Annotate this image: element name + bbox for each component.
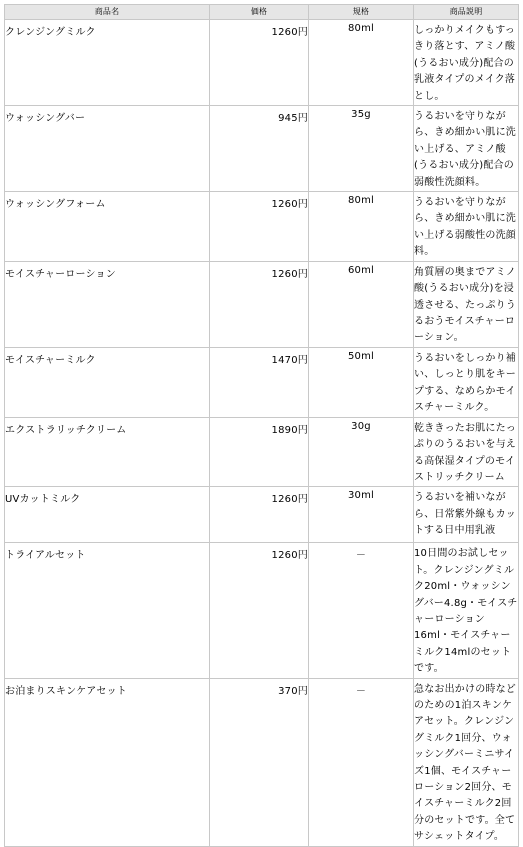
product-price: 1260円 [210, 261, 309, 347]
product-description: しっかりメイクもすっきり落とす、アミノ酸(うるおい成分)配合の乳液タイプのメイク落とし。 [414, 20, 519, 106]
product-price: 1260円 [210, 20, 309, 106]
product-name: UVカットミルク [5, 487, 210, 543]
product-description: うるおいを守りながら、きめ細かい肌に洗い上げる、アミノ酸(うるおい成分)配合の弱酸性洗顔料。 [414, 106, 519, 192]
product-price: 1260円 [210, 487, 309, 543]
header-description: 商品説明 [414, 5, 519, 20]
product-name: モイスチャーミルク [5, 347, 210, 417]
table-row [5, 261, 519, 347]
table-row [5, 678, 519, 846]
table-row [5, 417, 519, 487]
table-row [5, 20, 519, 106]
product-size: 30g [309, 417, 414, 487]
product-size: 80ml [309, 192, 414, 262]
product-size: 60ml [309, 261, 414, 347]
product-description: 乾ききったお肌にたっぷりのうるおいを与える高保湿タイプのモイストリッチクリーム [414, 417, 519, 487]
product-table [4, 4, 519, 847]
product-size: 50ml [309, 347, 414, 417]
table-row [5, 543, 519, 678]
header-name: 商品名 [5, 5, 210, 20]
table-row [5, 487, 519, 543]
product-size: 35g [309, 106, 414, 192]
product-description: うるおいをしっかり補い、しっとり肌をキープする、なめらかモイスチャーミルク。 [414, 347, 519, 417]
product-name: エクストラリッチクリーム [5, 417, 210, 487]
header-size: 規格 [309, 5, 414, 20]
product-description: うるおいを補いながら、日常紫外線もカットする日中用乳液 [414, 487, 519, 543]
product-name: モイスチャーローション [5, 261, 210, 347]
table-row [5, 192, 519, 262]
product-description: うるおいを守りながら、きめ細かい肌に洗い上げる弱酸性の洗顔料。 [414, 192, 519, 262]
product-size: 30ml [309, 487, 414, 543]
product-price: 1260円 [210, 543, 309, 678]
product-description: 10日間のお試しセット。クレンジングミルク20ml・ウォッシングバー4.8g・モイスチャーローション16ml・モイスチャーミルク14mlのセットです。 [414, 543, 519, 678]
product-name: ウォッシングフォーム [5, 192, 210, 262]
product-price: 1260円 [210, 192, 309, 262]
header-price: 価格 [210, 5, 309, 20]
table-row [5, 347, 519, 417]
product-price: 945円 [210, 106, 309, 192]
product-size: － [309, 543, 414, 678]
product-size: 80ml [309, 20, 414, 106]
product-size: － [309, 678, 414, 846]
product-price: 1890円 [210, 417, 309, 487]
product-name: トライアルセット [5, 543, 210, 678]
table-header-row [5, 5, 519, 20]
product-description: 角質層の奥までアミノ酸(うるおい成分)を浸透させる、たっぷりうるおうモイスチャーローション。 [414, 261, 519, 347]
product-price: 370円 [210, 678, 309, 846]
product-name: クレンジングミルク [5, 20, 210, 106]
product-name: ウォッシングバー [5, 106, 210, 192]
product-price: 1470円 [210, 347, 309, 417]
product-description: 急なお出かけの時などのための1泊スキンケアセット。クレンジングミルク1回分、ウォッシングバーミニサイズ1個、モイスチャーローション2回分、モイスチャーミルク2回分のセットです。全てサシェットタイプ。 [414, 678, 519, 846]
table-row [5, 106, 519, 192]
product-name: お泊まりスキンケアセット [5, 678, 210, 846]
